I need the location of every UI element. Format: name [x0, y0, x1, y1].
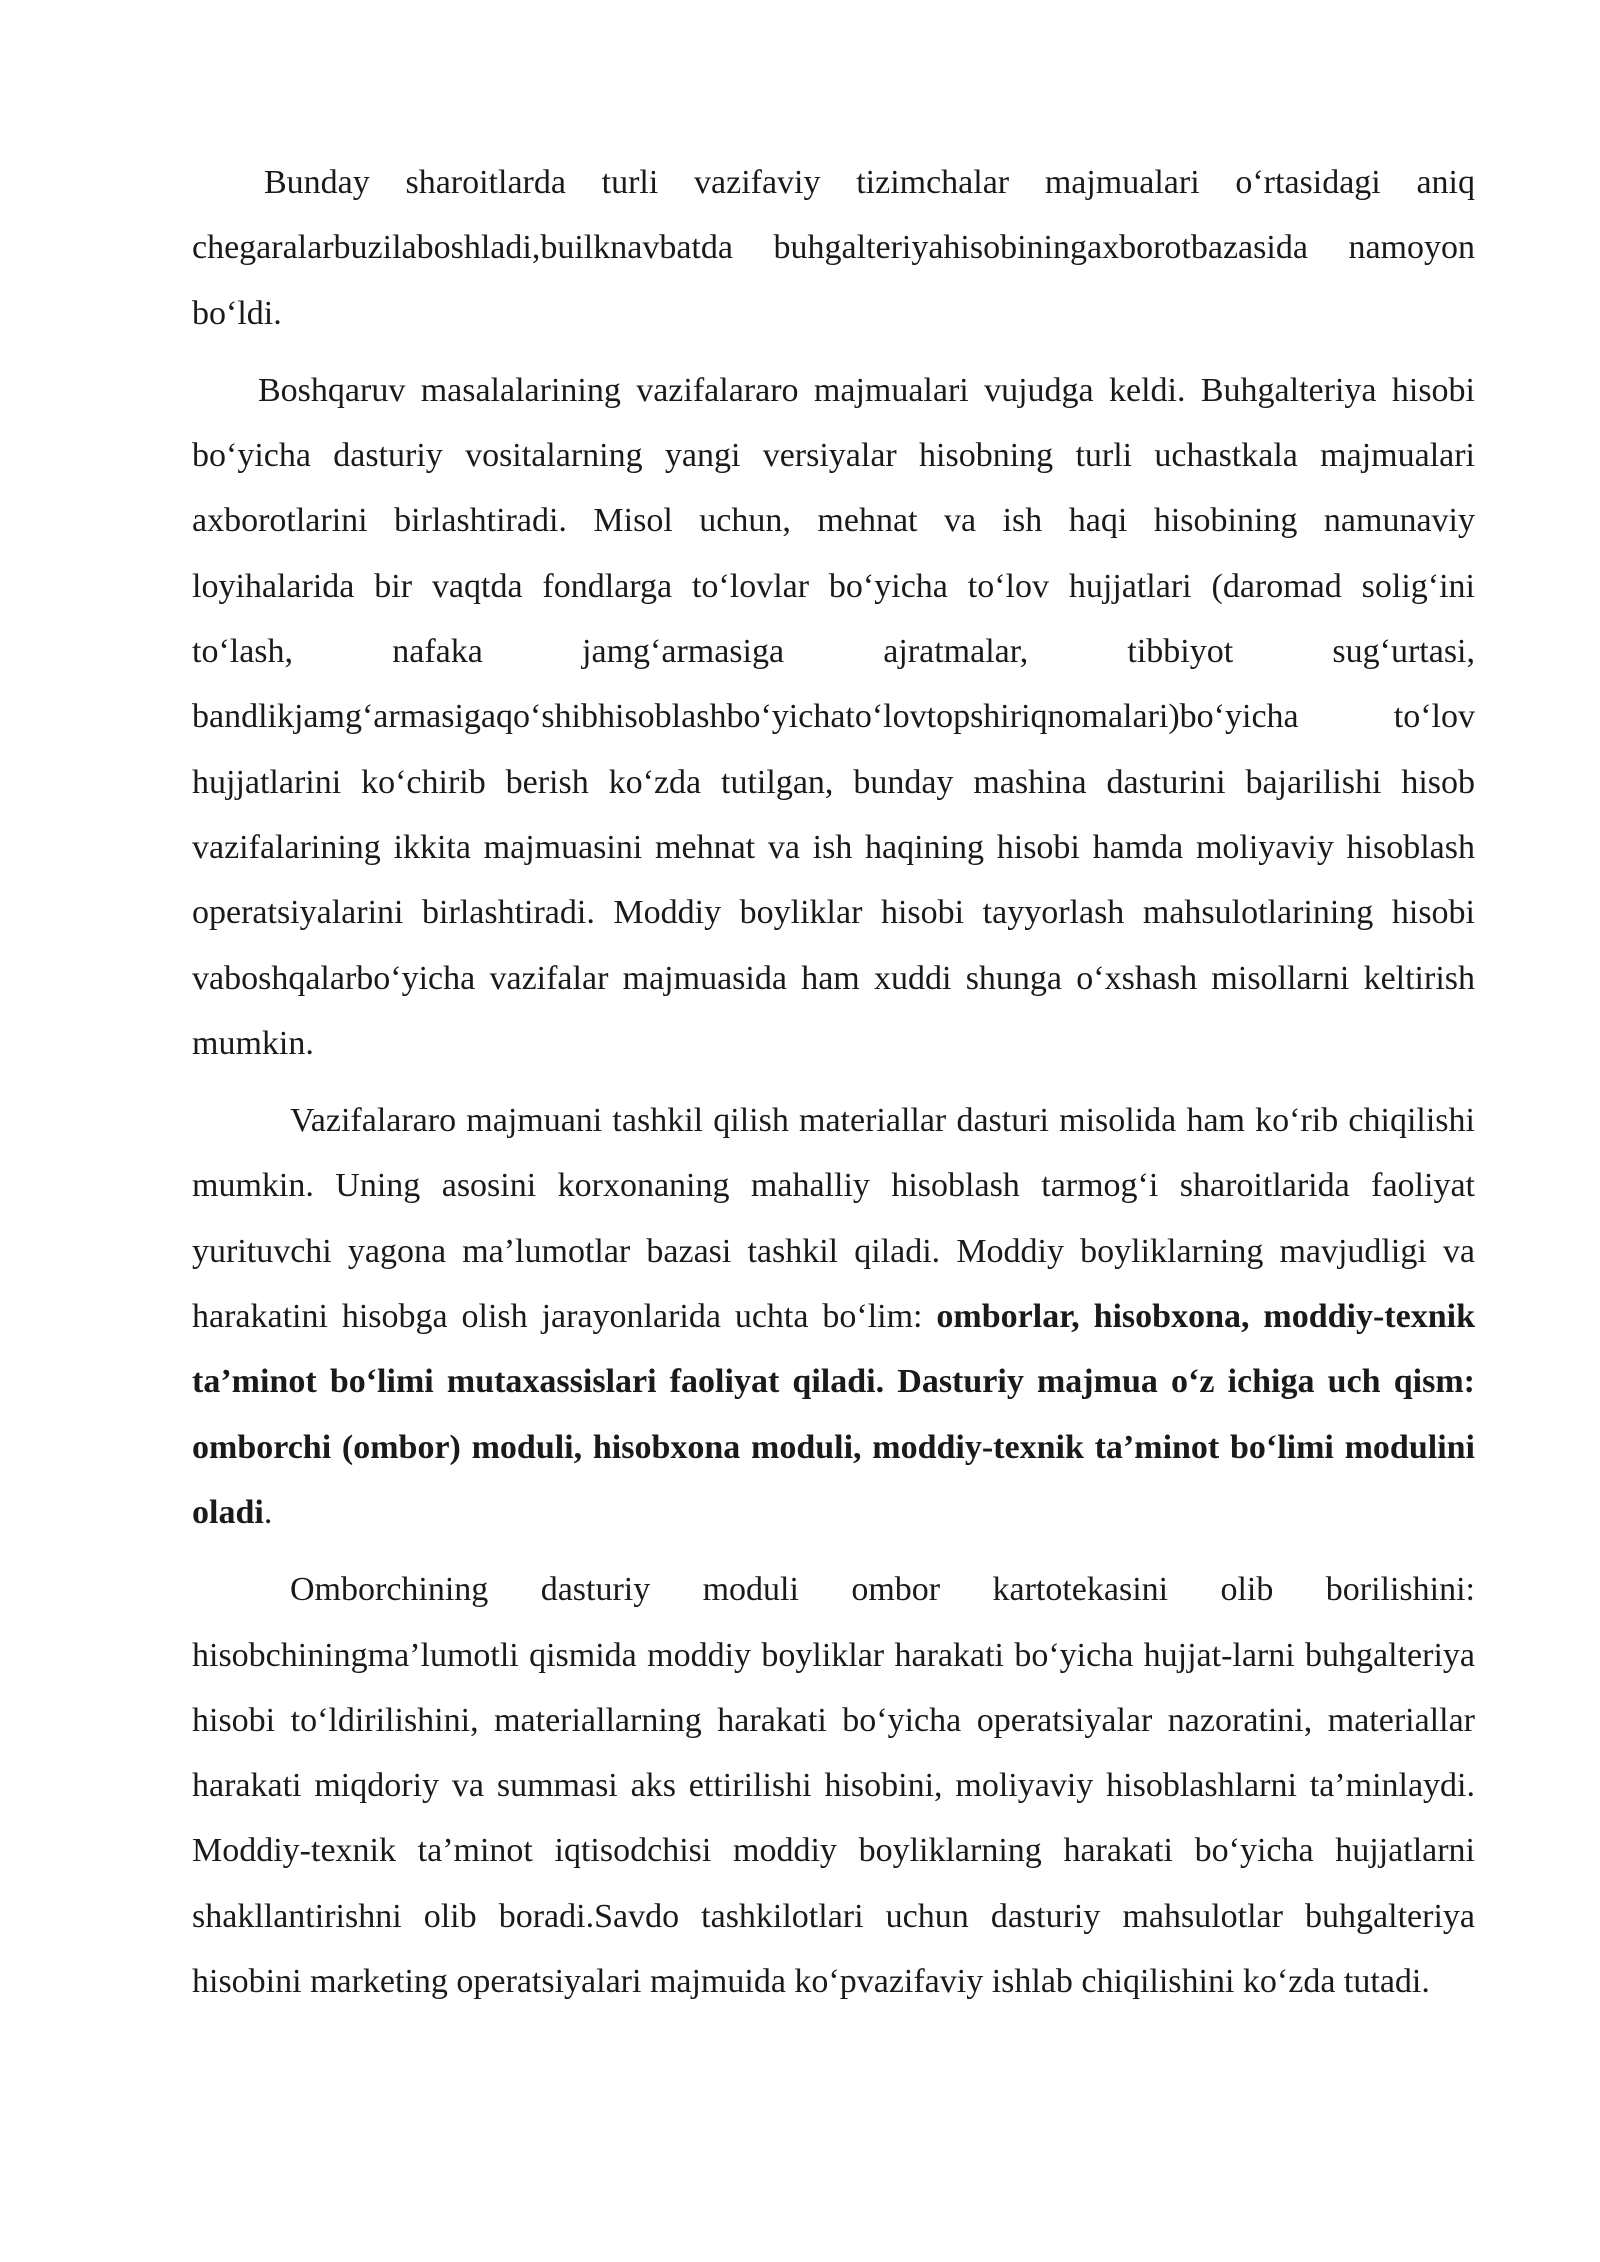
paragraph-2: Boshqaruv masalalarining vazifalararo majmualari vujudga keldi. Buhgalteriya hisobi bo‘yicha dasturiy vositalarning yangi versiyalar hisobning turli uchastkala majmualari axborotlarini birlashtiradi. Misol uchun, mehnat va ish haqi hisobining namunaviy loyihalarida bir vaqtda fondlarga to‘lovlar bo‘yicha to‘lov hujjatlari (daromad solig‘ini to‘lash, nafaka jamg‘armasiga ajratmalar, tibbiyot sug‘urtasi, bandlikjamg‘armasigaqo‘shibhisoblashbo‘yichato‘lovtopshiriqnomalari)bo‘yicha to‘lov hujjatlarini ko‘chirib berish ko‘zda tutilgan, bunday mashina dasturini bajarilishi hisob vazifalarining ikkita majmuasini mehnat va ish haqining hisobi hamda moliyaviy hisoblash operatsiyalarini birlashtiradi. Moddiy boyliklar hisobi tayyorlash mahsulotlarining hisobi vaboshqalarbo‘yicha vazifalar majmuasida ham xuddi shunga o‘xshash misollarni keltirish mumkin. — [192, 371, 1475, 1062]
paragraph-3-end: . — [263, 1493, 273, 1531]
paragraph-4: Omborchining dasturiy moduli ombor kartotekasini olib borilishini: hisobchiningma’lumotli qismida moddiy boyliklar harakati bo‘yicha hujjat-larni buhgalteriya hisobi to‘ldirilishini, materiallarning harakati bo‘yicha operatsiyalar nazoratini, materiallar harakati miqdoriy va summasi aks ettirilishi hisobini, moliyaviy hisoblashlarni ta’minlaydi. Moddiy-texnik ta’minot iqtisodchisi moddiy boyliklarning harakati bo‘yicha hujjatlarni shakllantirishni olib boradi.Savdo tashkilotlari uchun dasturiy mahsulotlar buhgalteriya hisobini marketing operatsiyalari majmuida ko‘pvazifaviy ishlab chiqilishini ko‘zda tutadi. — [192, 1571, 1475, 2001]
paragraph-1: Bunday sharoitlarda turli vazifaviy tizimchalar majmualari o‘rtasidagi aniq chegaralarbuzilaboshladi,builknavbatda buhgalteriyahisobiningaxborotbazasida namoyon bo‘ldi. — [192, 164, 1475, 332]
paragraph-3 — [192, 1088, 1475, 1545]
paragraph-3-bold: omborlar, hisobxona, moddiy-texnik ta’minot bo‘limi mutaxassislari faoliyat qiladi. Dasturiy majmua o‘z ichiga uch qism: omborchi (ombor) moduli, hisobxona moduli, moddiy-texnik ta’minot bo‘limi modulini oladi — [192, 1298, 1475, 1531]
body-text — [192, 150, 1475, 2014]
paragraph-3-plain: Vazifalararo majmuani tashkil qilish materiallar dasturi misolida ham ko‘rib chiqilishi mumkin. Uning asosini korxonaning mahalliy hisoblash tarmog‘i sharoitlarida faoliyat yurituvchi yagona ma’lumotlar bazasi tashkil qiladi. Moddiy boyliklarning mavjudligi va harakatini hisobga olish jarayonlarida uchta bo‘lim: — [192, 1102, 1475, 1336]
